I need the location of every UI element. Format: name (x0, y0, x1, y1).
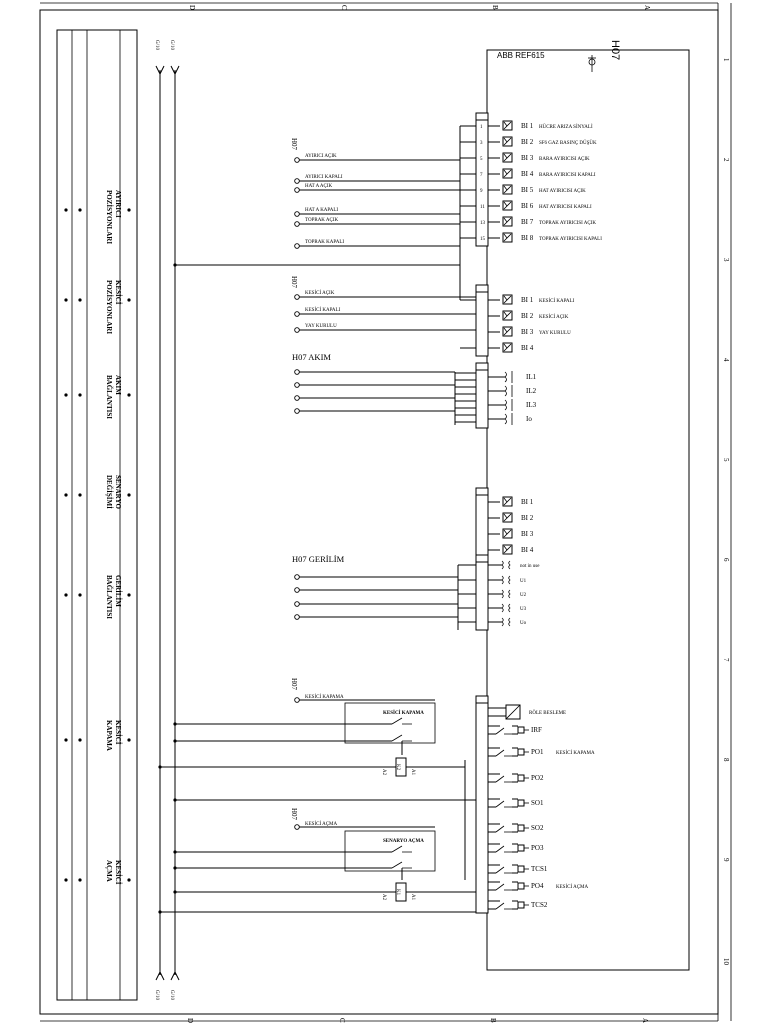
output-terminal-icon (518, 825, 524, 831)
terminal-point (295, 312, 300, 317)
row-number: 6 (722, 558, 730, 562)
row-number: 3 (722, 258, 730, 262)
sidebar-section-title: KESİCİ (114, 720, 122, 745)
binary-input-label: BI 4 (521, 170, 534, 178)
output-label: PO3 (531, 844, 544, 852)
junction-dot (173, 850, 176, 853)
binary-input-label: BI 2 (521, 312, 534, 320)
output-label: TCS2 (531, 901, 548, 909)
row-number: 4 (722, 358, 730, 362)
coil-terminal: A1 (410, 894, 415, 901)
row-number: 7 (722, 658, 730, 662)
junction-dot (78, 298, 81, 301)
bus-label: G/10 (154, 40, 159, 50)
junction-dot (127, 593, 130, 596)
current-transformer-icon (505, 400, 507, 410)
relay-contact-icon (496, 728, 512, 734)
terminal-number: 13 (480, 221, 485, 226)
output-label: IRF (531, 726, 542, 734)
junction-dot (127, 738, 130, 741)
terminal-point (295, 244, 300, 249)
terminal-point (295, 222, 300, 227)
column-letter: D (188, 5, 196, 11)
group-header: H07 (290, 276, 298, 289)
group-header: H07 GERİLİM (292, 554, 345, 564)
junction-dot (78, 878, 81, 881)
column-letter: D (186, 1018, 194, 1024)
output-label: RÖLE BESLEME (529, 711, 567, 716)
binary-input-label: BI 4 (521, 344, 534, 352)
relay-contact-icon (496, 903, 512, 909)
column-letter: C (338, 1018, 346, 1023)
binary-input-desc: HAT AYIRICISI KAPALI (539, 205, 592, 210)
terminal-number: 15 (480, 237, 485, 242)
sidebar-section-title: DEĞİŞİMİ (105, 475, 113, 509)
output-terminal-strip (476, 703, 488, 913)
current-transformer-icon (505, 386, 507, 396)
terminal-point (295, 825, 300, 830)
output-terminal-icon (518, 902, 524, 908)
junction-dot (64, 393, 67, 396)
binary-input-label: BI 1 (521, 498, 534, 506)
terminal-point (295, 158, 300, 163)
terminal-point (295, 396, 300, 401)
relay-contact-icon (496, 750, 512, 756)
relay-model: ABB REF615 (497, 51, 545, 60)
binary-input-label: BI 3 (521, 530, 534, 538)
outer-frame (40, 10, 718, 1014)
signal-line-label: AYIRICI AÇIK (305, 154, 337, 159)
binary-input-desc: KESİCİ KAPALI (539, 299, 575, 304)
junction-dot (78, 738, 81, 741)
output-label: PO2 (531, 774, 544, 782)
terminal-point (295, 575, 300, 580)
group-header: H07 (290, 678, 298, 691)
junction-dot (127, 208, 130, 211)
binary-input-desc: BARA AYIRICISI AÇIK (539, 157, 590, 162)
junction-dot (78, 593, 81, 596)
terminal-strip (476, 292, 488, 356)
bus-label: G/10 (169, 40, 174, 50)
signal-line-label: KESİCİ KAPALI (305, 308, 341, 313)
ct-label: Io (526, 415, 532, 423)
output-terminal-icon (518, 800, 524, 806)
output-terminal-icon (518, 749, 524, 755)
ct-label: IL1 (526, 373, 537, 381)
terminal-number: 3 (480, 141, 483, 146)
coil-label: K2 (395, 764, 400, 771)
junction-dot (173, 866, 176, 869)
vt-label: U2 (520, 593, 527, 598)
output-terminal-icon (518, 775, 524, 781)
output-label: PO1 (531, 748, 544, 756)
binary-input-label: BI 2 (521, 514, 534, 522)
bus-label: G/10 (154, 990, 159, 1000)
vt-label: not in use (520, 564, 540, 569)
signal-line-label: YAY KURULU (305, 324, 337, 329)
ct-label: IL3 (526, 401, 537, 409)
sidebar-section-title: KESİCİ (114, 280, 122, 305)
terminal-point (295, 295, 300, 300)
terminal-point (295, 383, 300, 388)
current-transformer-icon (505, 414, 507, 424)
terminal-strip (476, 495, 488, 560)
ct-label: IL2 (526, 387, 537, 395)
vt-label: Uo (520, 621, 527, 626)
terminal-point (295, 615, 300, 620)
terminal-strip (476, 370, 488, 428)
relay-contact-icon (496, 846, 512, 852)
relay-contact-icon (496, 801, 512, 807)
binary-input-label: BI 2 (521, 138, 534, 146)
terminal-point (295, 179, 300, 184)
junction-dot (173, 263, 176, 266)
binary-input-desc: SF6 GAZ BASINÇ DÜŞÜK (539, 141, 597, 146)
signal-line-label: KESİCİ KAPAMA (305, 695, 344, 700)
signal-line-label: KESİCİ AÇMA (305, 822, 338, 827)
terminal-strip (476, 120, 488, 246)
switch-contact-icon (392, 718, 412, 724)
junction-dot (173, 739, 176, 742)
terminal-point (295, 588, 300, 593)
terminal-point (295, 370, 300, 375)
output-terminal-icon (518, 727, 524, 733)
sidebar-section-title: KAPAMA (105, 720, 113, 751)
junction-dot (127, 878, 130, 881)
output-terminal-icon (518, 866, 524, 872)
binary-input-desc: TOPRAK AYIRICISI KAPALI (539, 237, 602, 242)
junction-dot (173, 890, 176, 893)
relay-contact-icon (496, 776, 512, 782)
sidebar-section-title: AKIM (114, 375, 122, 395)
junction-dot (158, 910, 161, 913)
junction-dot (64, 298, 67, 301)
binary-input-desc: TOPRAK AYIRICISI AÇIK (539, 221, 596, 226)
column-letter: B (489, 1018, 497, 1023)
group-header: H07 AKIM (292, 352, 331, 362)
binary-input-desc: HAT AYIRICISI AÇIK (539, 189, 586, 194)
output-terminal-icon (518, 845, 524, 851)
sidebar-section-title: SENARYO (114, 475, 122, 509)
vt-label: U1 (520, 579, 527, 584)
binary-input-desc: HÜCRE ARIZA SİNYALİ (539, 125, 593, 130)
group-header: H07 (290, 808, 298, 821)
sidebar-section-title: GERİLİM (114, 575, 122, 607)
signal-line-label: TOPRAK KAPALI (305, 240, 345, 245)
row-number: 1 (722, 58, 730, 62)
signal-line-label: TOPRAK AÇIK (305, 218, 339, 223)
sidebar-section-title: KESİCİ (114, 860, 122, 885)
voltage-transformer-icon (502, 618, 503, 626)
binary-input-label: BI 3 (521, 154, 534, 162)
column-letter: A (641, 1018, 649, 1024)
row-number: 10 (722, 958, 730, 965)
voltage-transformer-icon (502, 590, 503, 598)
binary-input-label: BI 5 (521, 186, 534, 194)
junction-dot (64, 878, 67, 881)
column-letter: C (340, 5, 348, 10)
junction-dot (158, 765, 161, 768)
column-letter: B (491, 5, 499, 10)
relay-code: H07 (609, 40, 621, 61)
terminal-number: 5 (480, 157, 483, 162)
junction-dot (127, 493, 130, 496)
binary-input-label: BI 6 (521, 202, 534, 210)
junction-dot (78, 393, 81, 396)
output-label: SO2 (531, 824, 544, 832)
junction-dot (173, 722, 176, 725)
terminal-point (295, 698, 300, 703)
earth-icon (588, 55, 596, 72)
current-transformer-icon (505, 372, 507, 382)
voltage-transformer-icon (502, 576, 503, 584)
sidebar-section-title: AYIRICI (114, 190, 122, 218)
row-number: 2 (722, 158, 730, 162)
row-number: 5 (722, 458, 730, 462)
relay-contact-icon (496, 867, 512, 873)
signal-line-label: KESİCİ AÇIK (305, 291, 335, 296)
output-terminal-icon (518, 883, 524, 889)
coil-label: K1 (395, 889, 400, 896)
group-header: H07 (290, 138, 298, 151)
junction-dot (64, 738, 67, 741)
junction-dot (78, 493, 81, 496)
binary-input-label: BI 3 (521, 328, 534, 336)
terminal-point (295, 328, 300, 333)
binary-input-label: BI 1 (521, 296, 534, 304)
relay-contact-icon (496, 884, 512, 890)
junction-dot (127, 393, 130, 396)
closing-switch-box (345, 703, 435, 743)
sidebar-section-title: BAĞLANTISI (105, 575, 113, 619)
switch-label: SENARYO AÇMA (383, 839, 424, 844)
binary-input-desc: YAY KURULU (539, 331, 571, 336)
relay-contact-icon (496, 826, 512, 832)
terminal-point (295, 409, 300, 414)
junction-dot (78, 208, 81, 211)
switch-label: KESİCİ KAPAMA (383, 711, 424, 716)
output-label: PO4 (531, 882, 544, 890)
output-desc: KESİCİ AÇMA (556, 885, 589, 890)
terminal-point (295, 188, 300, 193)
vt-label: U3 (520, 607, 527, 612)
binary-input-label: BI 7 (521, 218, 534, 226)
terminal-point (295, 212, 300, 217)
voltage-transformer-icon (502, 561, 503, 569)
switch-contact-icon (392, 846, 412, 852)
terminal-number: 9 (480, 189, 483, 194)
signal-line-label: HAT A AÇIK (305, 184, 333, 189)
junction-dot (64, 208, 67, 211)
voltage-transformer-icon (502, 604, 503, 612)
binary-input-label: BI 8 (521, 234, 534, 242)
junction-dot (64, 493, 67, 496)
sidebar-section-title: POZİSYONLARI (105, 190, 113, 245)
bus-lines (156, 66, 179, 980)
row-number: 9 (722, 858, 730, 862)
signal-line-label: AYIRICI KAPALI (305, 175, 343, 180)
sidebar-section-title: BAĞLANTISI (105, 375, 113, 419)
row-number: 8 (722, 758, 730, 762)
terminal-strip (476, 562, 488, 630)
binary-input-label: BI 4 (521, 546, 534, 554)
binary-input-desc: KESİCİ AÇIK (539, 315, 569, 320)
binary-input-desc: BARA AYIRICISI KAPALI (539, 173, 596, 178)
terminal-point (295, 602, 300, 607)
binary-input-label: BI 1 (521, 122, 534, 130)
sidebar-table (57, 30, 137, 1000)
terminal-number: 11 (480, 205, 485, 210)
output-desc: KESİCİ KAPAMA (556, 751, 595, 756)
sidebar-section-title: AÇMA (105, 860, 113, 882)
terminal-number: 7 (480, 173, 483, 178)
bus-label: G/10 (169, 990, 174, 1000)
tripping-switch-box (345, 831, 435, 871)
coil-terminal: A1 (410, 769, 415, 776)
junction-dot (64, 593, 67, 596)
output-label: TCS1 (531, 865, 548, 873)
terminal-number: 1 (480, 125, 483, 130)
coil-terminal: A2 (381, 894, 386, 901)
signal-line-label: HAT A KAPALI (305, 208, 339, 213)
output-label: SO1 (531, 799, 544, 807)
coil-terminal: A2 (381, 769, 386, 776)
column-letter: A (643, 5, 651, 11)
sidebar-section-title: POZİSYONLARI (105, 280, 113, 335)
junction-dot (173, 798, 176, 801)
junction-dot (127, 298, 130, 301)
